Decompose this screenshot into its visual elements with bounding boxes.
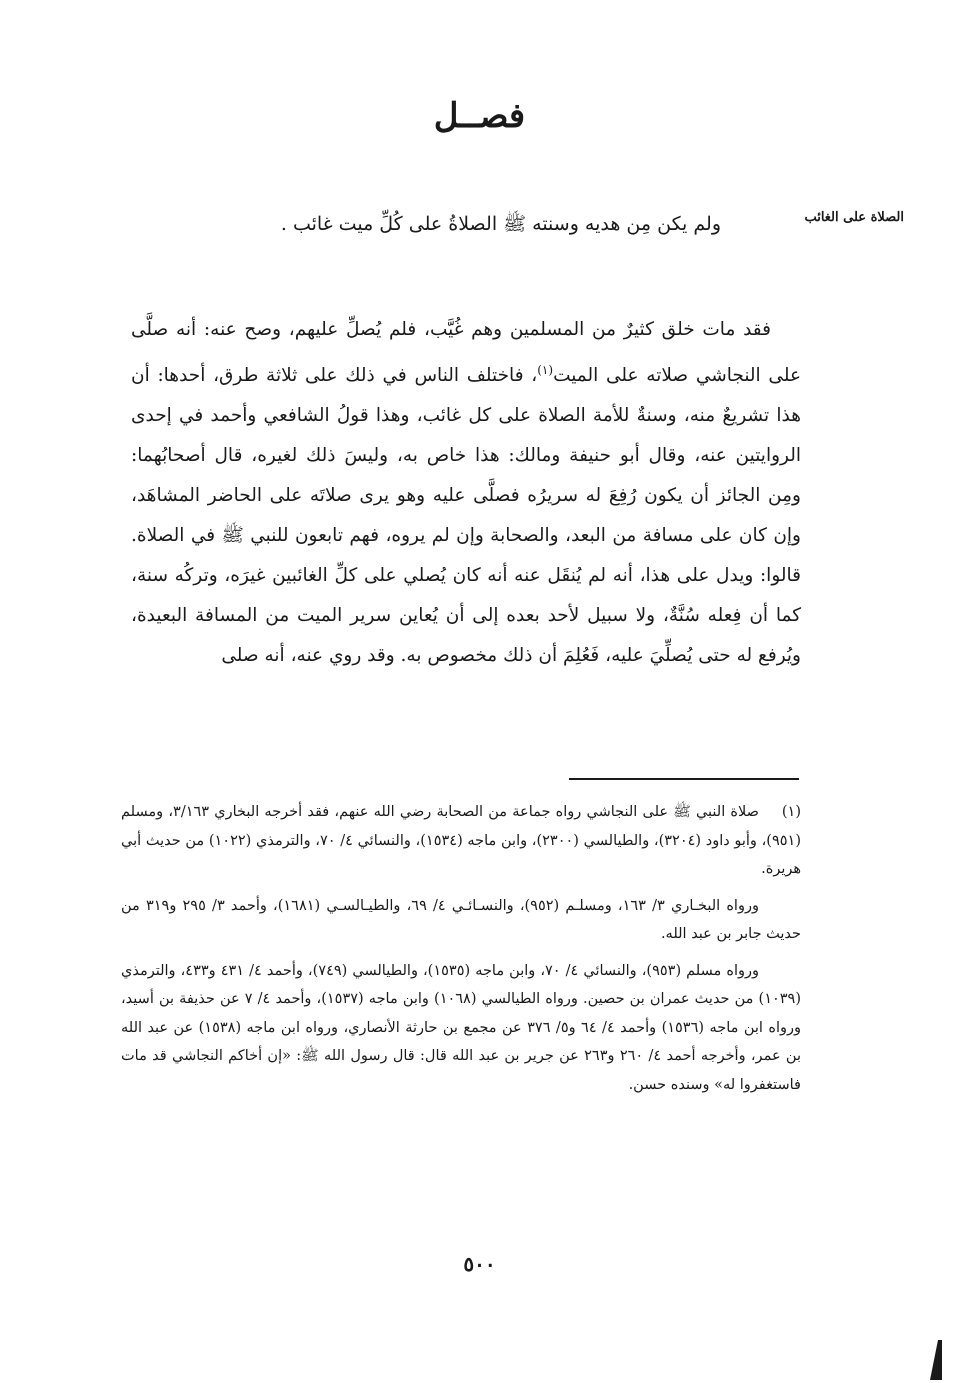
footnotes: [121, 798, 801, 1107]
footnote-text-1: صلاة النبي ﷺ على النجاشي رواه جماعة من الصحابة رضي الله عنهم، فقد أخرجه البخاري ٣/١٦٣، ومسلم (٩٥١)، وأبو داود (٣٢٠٤)، والطيالسي (٢٣٠٠)، وابن ماجه (١٥٣٤)، والنسائي ٤/ ٧٠، والترمذي (١٠٢٢) من حديث أبي هريرة.: [121, 804, 802, 877]
margin-note: الصلاة على الغائب: [804, 210, 904, 225]
scan-edge-mark: [928, 1340, 942, 1380]
page-number: ٥٠٠: [463, 1252, 496, 1276]
intro-line: ولم يكن مِن هديه وسنته ﷺ الصلاةُ على كُلِّ ميت غائب .: [280, 213, 721, 235]
footnote-number: (١): [781, 804, 801, 820]
footnote-paragraph: [121, 957, 801, 1100]
main-text-part-1: فقد مات خلق كثيرٌ من المسلمين وهم غُيَّب، فلم يُصلِّ عليهم، وصح عنه: أنه صلَّى على النجاشي صلاته على الميت: [131, 319, 801, 387]
footnote-text-2: ورواه البخـاري ٣/ ١٦٣، ومسلـم (٩٥٢)، والنسـائـي ٤/ ٦٩، والطيـالسـي (١٦٨١)، وأحمد ٣/ ٢٩٥ و٣١٩ من حديث جابر بن عبد الله.: [121, 897, 801, 942]
footnote-paragraph: [121, 798, 801, 884]
footnote-marker: (١): [537, 363, 554, 377]
section-heading: فصــل: [433, 96, 526, 136]
footnote-text-3: ورواه مسلم (٩٥٣)، والنسائي ٤/ ٧٠، وابن ماجه (١٥٣٥)، والطيالسي (٧٤٩)، وأحمد ٤/ ٤٣١ و٤٣٣، والترمذي (١٠٣٩) من حديث عمران بن حصين. ورواه الطيالسي (١٠٦٨) وابن ماجه (١٥٣٧)، وأحمد ٤/ ٧ عن حذيفة بن أسيد، ورواه ابن ماجه (١٥٣٦) وأحمد ٤/ ٦٤ و٥/ ٣٧٦ عن مجمع بن حارثة الأنصاري، ورواه ابن ماجه (١٥٣٨) عن عبد الله بن عمر، وأخرجه أحمد ٤/ ٢٦٠ و٢٦٣ عن جرير بن عبد الله قال: قال رسول الله ﷺ: «إن أخاكم النجاشي قد مات فاستغفروا له» وسنده حسن.: [121, 962, 802, 1093]
main-text: [131, 310, 801, 676]
footnote-paragraph: [121, 892, 801, 949]
main-text-part-2: ، فاختلف الناس في ذلك على ثلاثة طرق، أحدها: أن هذا تشريعٌ منه، وسنةٌ للأمة الصلاة على كل غائب، وهذا قولُ الشافعي وأحمد في إحدى الروايتين عنه، وقال أبو حنيفة ومالك: هذا خاص به، وليسَ ذلك لغيره، قال أصحابُهما: ومِن الجائز أن يكون رُفِعَ له سريرُه فصلَّى عليه وهو يرى صلاتَه على الحاضر المشاهَد، وإن كان على مسافة من البعد، والصحابة وإن لم يروه، فهم تابعون للنبي ﷺ في الصلاة. قالوا: ويدل على هذا، أنه لم يُنقَل عنه أنه كان يُصلي على كلِّ الغائبين غيرَه، وتركُه سنة، كما أن فِعله سُنَّةٌ، ولا سبيل لأحد بعده إلى أن يُعاين سرير الميت من المسافة البعيدة، ويُرفع له حتى يُصلِّيَ عليه، فَعُلِمَ أن ذلك مخصوص به. وقد روي عنه، أنه صلى: [131, 365, 801, 667]
footnote-separator: [569, 778, 799, 780]
